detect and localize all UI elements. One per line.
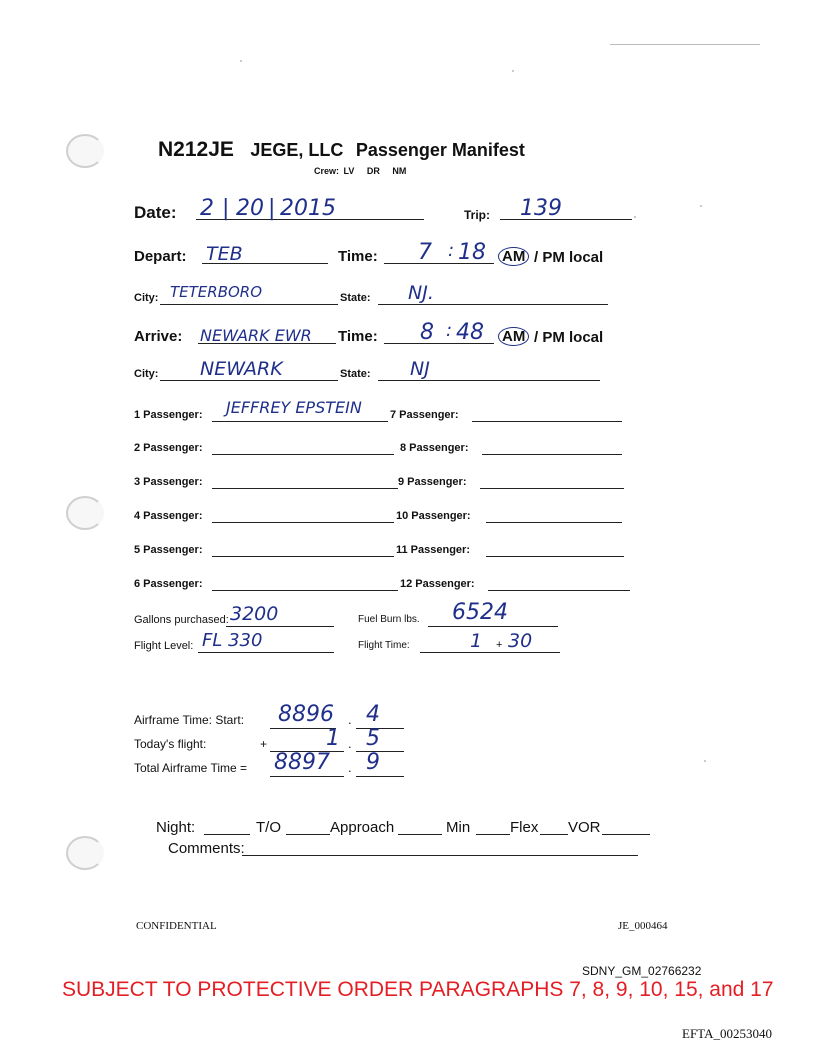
protective-order-notice: SUBJECT TO PROTECTIVE ORDER PARAGRAPHS 7, 8, 9, 10, 15, and 17 [62,978,774,1001]
trip-label: Trip: [464,208,490,222]
fuel-burn-label: Fuel Burn lbs. [358,614,420,625]
total-airframe-dec: 9 [366,750,380,775]
sdny-bates-number: SDNY_GM_02766232 [582,964,702,978]
scan-speck [512,70,514,72]
total-airframe-label: Total Airframe Time = [134,761,248,775]
scan-speck [700,205,702,207]
depart-city-value: TETERBORO [170,283,263,301]
depart-colon: : [448,240,455,261]
form-header [158,138,525,162]
passenger-line [212,522,394,523]
passenger-line [212,488,398,489]
scan-edge-line [610,44,760,45]
airframe-start-label: Airframe Time: Start: [134,713,245,727]
depart-state-line [378,304,608,305]
crew-initials: LV [343,166,355,176]
comments-line [242,855,638,856]
depart-hour: 7 [418,240,432,265]
night-line [204,834,250,835]
arrive-city-value: NEWARK [200,358,283,380]
crew-label: Crew: [314,166,340,176]
arrive-city-label: City: [134,368,159,380]
today-flight-whole: 1 [326,726,340,751]
approach-label: Approach [330,819,395,836]
confidential-stamp: CONFIDENTIAL [136,920,217,932]
total-airframe-whole-line [270,776,344,777]
approach-line [398,834,442,835]
passenger-line [472,421,622,422]
min-label: Min [446,819,471,836]
passenger-line [212,454,394,455]
tail-number: N212JE [158,138,234,161]
crew-initials: DR [366,166,380,176]
crew-initials: NM [392,166,407,176]
arrive-airport: NEWARK EWR [200,326,312,345]
airframe-dot: . [348,712,352,727]
date-month: 2 [200,196,214,221]
total-airframe-dec-line [356,776,404,777]
takeoff-label: T/O [256,819,281,836]
depart-am-circled: AM [498,247,529,266]
passenger-line [486,522,622,523]
passenger-label: 12 Passenger: [400,578,475,590]
passenger-label: 10 Passenger: [396,510,471,522]
vor-label: VOR [568,819,601,836]
today-flight-dec-line [356,751,404,752]
airframe-start-whole: 8896 [278,702,334,727]
arrive-hour: 8 [420,320,434,345]
scan-speck [704,760,706,762]
passenger-line [212,590,398,591]
total-airframe-whole: 8897 [274,750,330,775]
passenger-line [482,454,622,455]
binder-hole-top [66,134,104,168]
depart-state-label: State: [340,292,371,304]
date-year: 2015 [280,196,336,221]
passenger-label: 1 Passenger: [134,409,203,421]
min-line [476,834,510,835]
company-name: JEGE, LLC [250,140,344,160]
flight-time-line [420,652,560,653]
passenger-line [480,488,624,489]
flight-time-hours: 1 [470,630,483,652]
flex-label: Flex [510,819,539,836]
passenger-label: 6 Passenger: [134,578,203,590]
passenger-label: 11 Passenger: [396,544,470,556]
depart-state-value: NJ. [408,282,434,304]
passenger-label: 9 Passenger: [398,476,467,488]
flight-time-plus: + [496,639,503,651]
depart-airport: TEB [206,243,243,265]
vor-line [602,834,650,835]
takeoff-line [286,834,330,835]
doc-title: Passenger Manifest [355,140,525,160]
flex-line [540,834,568,835]
gallons-label: Gallons purchased: [134,614,229,626]
arrive-state-label: State: [340,368,371,380]
flight-level-line [198,652,334,653]
today-flight-label: Today's flight: [134,737,207,751]
arrive-state-value: NJ [410,358,430,380]
passenger-line [212,421,388,422]
passenger-line [486,556,624,557]
passenger-label: 3 Passenger: [134,476,203,488]
arrive-minute: 48 [456,320,484,345]
depart-city-line [160,304,338,305]
airframe-start-dec-line [356,728,404,729]
airframe-dot: . [348,736,352,751]
depart-minute: 18 [458,240,486,265]
arrive-colon: : [446,320,453,341]
flight-level-value: FL 330 [202,630,263,651]
passenger-label: 5 Passenger: [134,544,203,556]
date-sep: | [268,196,276,221]
date-sep: | [222,196,230,221]
comments-label: Comments: [168,840,245,857]
fuel-burn-line [428,626,558,627]
binder-hole-bottom [66,836,104,870]
today-flight-dec: 5 [366,726,380,751]
arrive-pm-local: / PM local [534,329,604,346]
arrive-am-circled: AM [498,327,529,346]
fuel-burn-value: 6524 [452,600,508,625]
flight-time-label: Flight Time: [358,640,410,651]
scan-speck [240,60,242,62]
gallons-value: 3200 [230,603,279,625]
passenger-label: 8 Passenger: [400,442,469,454]
passenger-line [488,590,630,591]
night-label: Night: [156,819,196,836]
depart-label: Depart: [134,248,187,265]
flight-time-minutes: 30 [508,630,533,652]
binder-hole-middle [66,496,104,530]
arrive-label: Arrive: [134,328,183,345]
airframe-dot: . [348,760,352,775]
passenger-line [212,556,394,557]
passenger-label: 4 Passenger: [134,510,203,522]
flight-level-label: Flight Level: [134,640,194,652]
date-label: Date: [134,203,177,222]
efta-number: EFTA_00253040 [682,1026,772,1041]
today-flight-plus: + [260,737,268,751]
passenger-label: 7 Passenger: [390,409,459,421]
trip-value: 139 [520,196,562,221]
depart-time-label: Time: [338,248,378,265]
arrive-city-line [160,380,338,381]
passenger-label: 2 Passenger: [134,442,203,454]
passenger-value: JEFFREY EPSTEIN [226,398,362,417]
crew-line [314,166,406,176]
date-day: 20 [236,196,264,221]
arrive-time-label: Time: [338,328,378,345]
je-bates-number: JE_000464 [618,920,668,932]
gallons-line [226,626,334,627]
arrive-state-line [378,380,600,381]
depart-pm-local: / PM local [534,249,604,266]
scan-speck [634,216,636,218]
depart-city-label: City: [134,292,159,304]
airframe-start-dec: 4 [366,702,380,727]
